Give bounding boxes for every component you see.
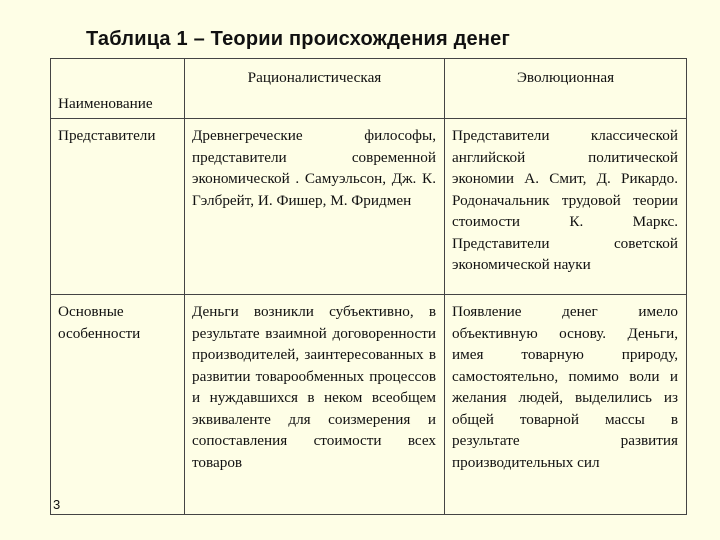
header-row (51, 59, 687, 119)
theories-table (50, 58, 687, 515)
cell-rationalistic-features: Деньги возникли субъективно, в результате взаимной договоренности производителей, заинтересованных в развитии товарообменных процессов и нуждавшихся в неком всеобщем эквиваленте для соизмерения и сопоставления стоимости всех товаров (185, 295, 445, 515)
header-cell-rationalistic: Рационалистическая (185, 59, 445, 119)
header-cell-name (51, 59, 185, 119)
table-row (51, 119, 687, 295)
table-row (51, 295, 687, 515)
header-cell-evolutionary: Эволюционная (445, 59, 687, 119)
page-number: 3 (53, 497, 61, 512)
row-label-representatives: Представители (51, 119, 185, 295)
cell-rationalistic-representatives: Древнегреческие философы, представители современной экономической . Самуэльсон, Дж. К. Гэлбрейт, И. Фишер, М. Фридмен (185, 119, 445, 295)
cell-evolutionary-representatives: Представители классической английской политической экономии А. Смит, Д. Рикардо. Родоначальник трудовой теории стоимости К. Маркс. Представители советской экономической науки (445, 119, 687, 295)
header-name-label: Наименование (58, 94, 153, 112)
row-label-features: Основные особенности (51, 295, 185, 515)
cell-evolutionary-features: Появление денег имело объективную основу. Деньги, имея товарную природу, самостоятельно, помимо воли и желания людей, выделились из общей товарной массы в результате развития производительных сил (445, 295, 687, 515)
table-title: Таблица 1 – Теории происхождения денег (86, 28, 510, 50)
